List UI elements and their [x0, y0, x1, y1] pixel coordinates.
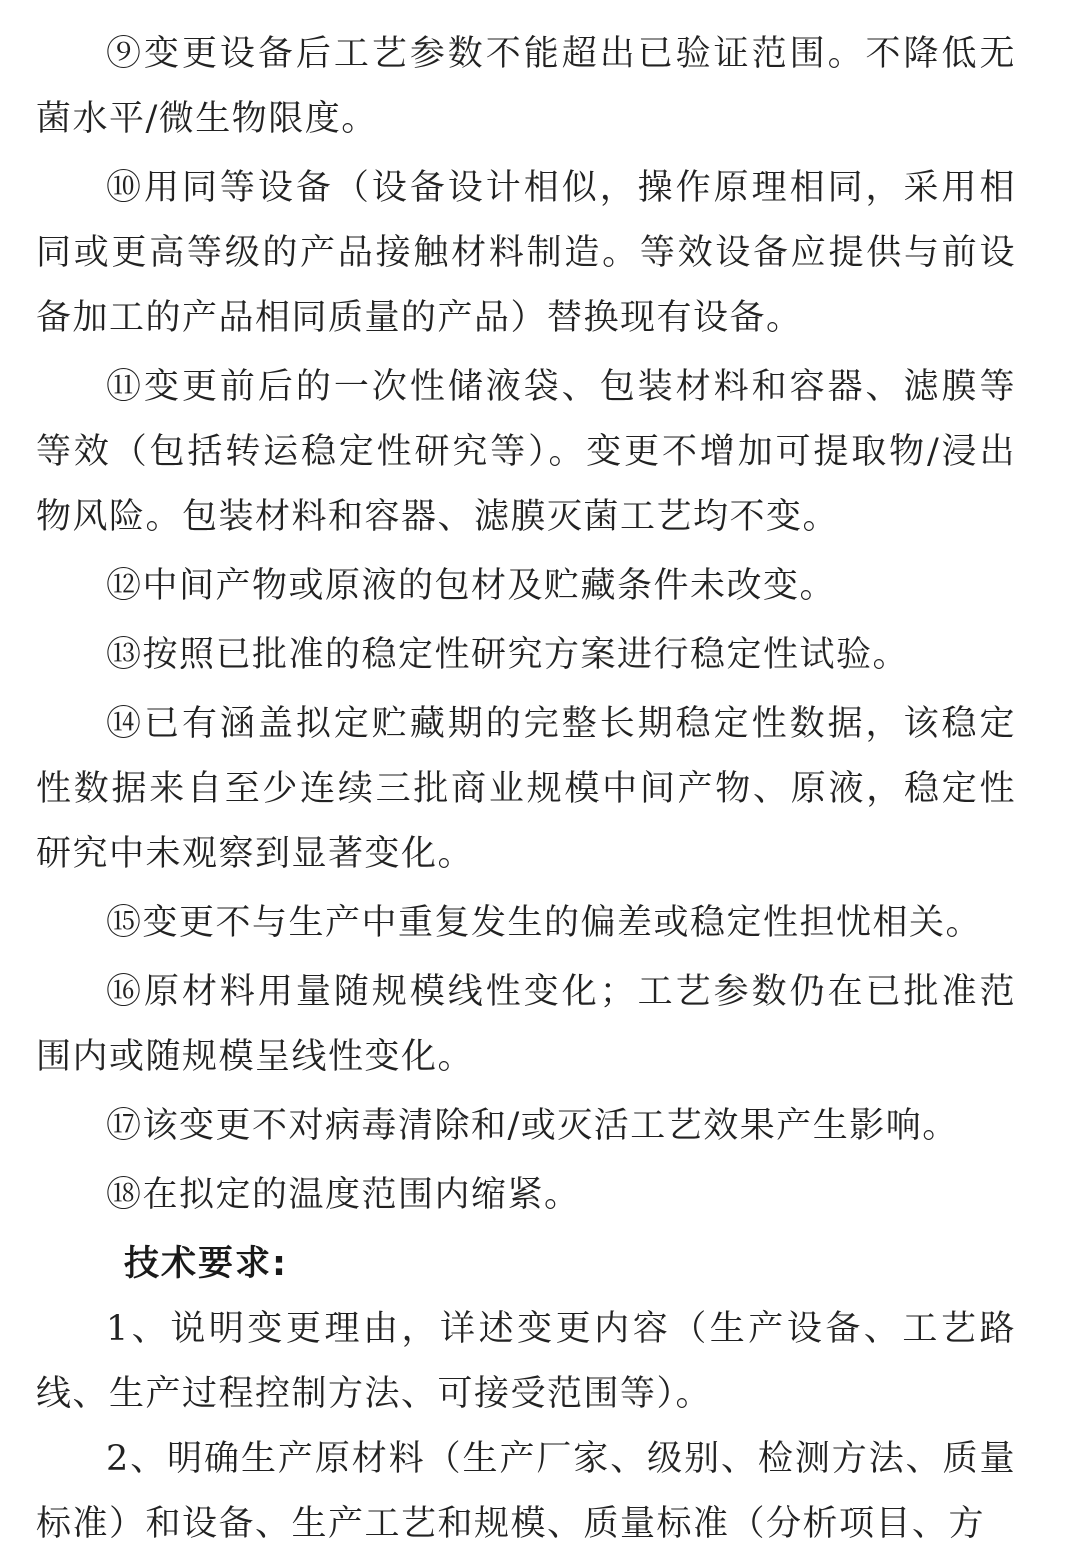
condition-9: ⑨变更设备后工艺参数不能超出已验证范围。不降低无菌水平/微生物限度。 — [36, 34, 1016, 139]
condition-17: ⑰该变更不对病毒清除和/或灭活工艺效果产生影响。 — [106, 1106, 959, 1146]
requirement-1: 1、说明变更理由，详述变更内容（生产设备、工艺路线、生产过程控制方法、可接受范围等）。 — [36, 1309, 1016, 1414]
requirement-2: 2、明确生产原材料（生产厂家、级别、检测方法、质量标准）和设备、生产工艺和规模、质量标准（分析项目、方 — [36, 1439, 1016, 1544]
condition-15: ⑮变更不与生产中重复发生的偏差或稳定性担忧相关。 — [106, 903, 983, 943]
condition-16: ⑯原材料用量随规模线性变化；工艺参数仍在已批准范围内或随规模呈线性变化。 — [36, 972, 1016, 1077]
document-page — [36, 22, 1016, 1557]
condition-14: ⑭已有涵盖拟定贮藏期的完整长期稳定性数据，该稳定性数据来自至少连续三批商业规模中间产物、原液，稳定性研究中未观察到显著变化。 — [36, 704, 1016, 874]
tech-requirements-heading: 技术要求: — [124, 1244, 288, 1284]
condition-10: ⑩用同等设备（设备设计相似，操作原理相同，采用相同或更高等级的产品接触材料制造。等效设备应提供与前设备加工的产品相同质量的产品）替换现有设备。 — [36, 168, 1016, 338]
condition-13: ⑬按照已批准的稳定性研究方案进行稳定性试验。 — [106, 635, 910, 675]
condition-11: ⑪变更前后的一次性储液袋、包装材料和容器、滤膜等等效（包括转运稳定性研究等）。变更不增加可提取物/浸出物风险。包装材料和容器、滤膜灭菌工艺均不变。 — [36, 367, 1016, 537]
condition-18: ⑱在拟定的温度范围内缩紧。 — [106, 1175, 581, 1215]
condition-12: ⑫中间产物或原液的包材及贮藏条件未改变。 — [106, 566, 837, 606]
